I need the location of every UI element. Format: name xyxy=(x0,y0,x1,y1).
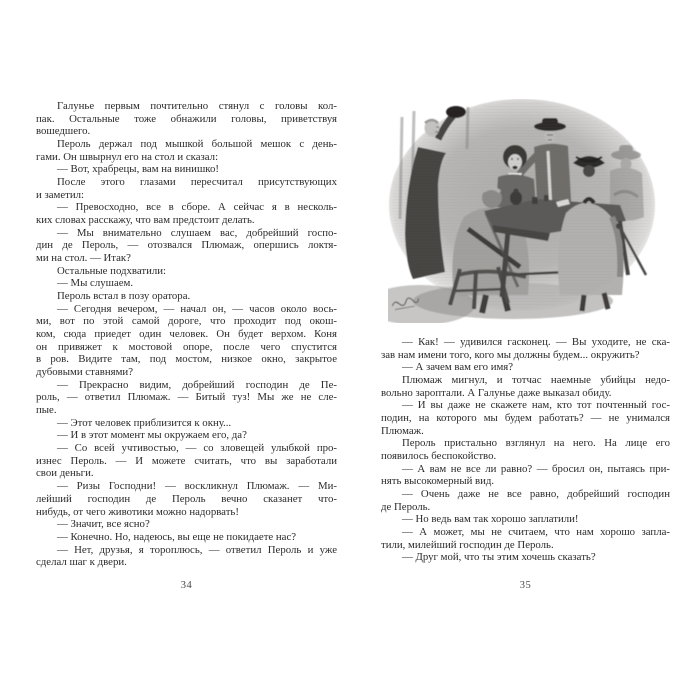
text-line: — Вот, храбрецы, вам на винишко! xyxy=(57,163,219,176)
left-page-text-block xyxy=(36,100,337,569)
text-line: он привяжет к мостовой опоре, после чего спустится xyxy=(36,340,337,353)
text-line: пые. xyxy=(36,404,57,417)
text-line: — Очень даже не все равно, добрейший господин xyxy=(402,488,670,501)
text-line: ми на стол. — Итак? xyxy=(36,252,131,265)
tavern-scene-engraving xyxy=(388,99,656,323)
text-line: свои деньги. xyxy=(36,467,94,480)
text-line: — И вы даже не скажете нам, кто тот почтенный гос- xyxy=(402,399,670,412)
text-line: ком, сюда приедет один человек. Он будет верхом. Коня xyxy=(36,328,337,341)
text-line: подин, на которого мы будем работать? — не унимался xyxy=(381,412,670,425)
text-line: — Конечно. Но, надеюсь, вы еще не покидаете нас? xyxy=(57,530,297,543)
text-line: ких словах расскажу, что вам предстоит делать. xyxy=(36,214,255,227)
text-line: — Ризы Господни! — воскликнул Плюмаж. — Ми- xyxy=(57,480,337,493)
text-line: нибудь, от чего животики можно надорвать! xyxy=(36,505,239,518)
text-line: — А вам не все ли равно? — бросил он, пытаясь при- xyxy=(402,462,670,475)
text-line: в ров. Видите там, под мостом, низкое окно, закрытое xyxy=(36,353,337,366)
text-line: изнес Пероль. — И можете считать, что вы заработали xyxy=(36,454,337,467)
text-line: пак. Остальные тоже обнажили головы, приветствуя xyxy=(36,112,337,125)
text-line: — Как! — удивился гасконец. — Вы уходите, не ска- xyxy=(402,336,670,348)
text-line: появилось беспокойство. xyxy=(381,450,497,463)
text-line: — Нет, друзья, я тороплюсь, — ответил Пероль и уже xyxy=(57,543,337,556)
text-line: — Со всей учтивостью, — со зловещей улыбкой про- xyxy=(57,442,337,455)
text-line: тили, милейший господин де Пероль. xyxy=(381,538,554,551)
hatch-overlay xyxy=(392,102,652,308)
text-line: — Друг мой, что ты этим хочешь сказать? xyxy=(402,551,596,564)
text-line: лейший господин де Пероль вечно сказанет что- xyxy=(36,492,337,505)
text-line: — Этот человек приблизится к окну... xyxy=(57,416,232,429)
text-line: де Пероль. xyxy=(381,500,431,513)
text-line: — А зачем вам его имя? xyxy=(402,361,514,374)
text-line: — Мы внимательно слушаем вас, добрейший госпо- xyxy=(57,226,337,239)
text-line: — Мы слушаем. xyxy=(57,277,134,290)
text-line: вольно зароптали. А Галунье даже выказал обиду. xyxy=(381,386,612,399)
text-line: зав нам имени того, кого мы должны будем... окружить? xyxy=(381,348,640,361)
text-line: дин де Пероль, — отозвался Плюмаж, опершись локтя- xyxy=(36,239,337,252)
text-line: Плюмаж. xyxy=(381,424,424,437)
text-line: — Сегодня вечером, — начал он, — часов около вось- xyxy=(57,302,337,315)
right-page-text-block xyxy=(381,336,670,564)
text-line: роль, — ответил Плюмаж. — Битый туз! Мы же не сле- xyxy=(36,391,337,404)
text-line: После этого глазами пересчитал присутствующих xyxy=(57,176,337,189)
text-line: дубовыми ставнями? xyxy=(36,366,133,379)
text-line: Остальные подхватили: xyxy=(57,264,167,277)
text-line: — Значит, все ясно? xyxy=(57,518,150,531)
text-line: и заметил: xyxy=(36,188,85,201)
text-line: Пероль держал под мышкой большой мешок с день- xyxy=(57,138,337,151)
left-page-number: 34 xyxy=(180,580,193,591)
text-line: Плюмаж мигнул, и тотчас наемные убийцы недо- xyxy=(402,374,670,387)
text-line: — Превосходно, все в сборе. А сейчас я в несколь- xyxy=(57,201,337,214)
text-line: — И в этот момент мы окружаем его, да? xyxy=(57,429,247,442)
text-line: — А может, мы не считаем, что нам хорошо запла- xyxy=(402,526,670,539)
right-page-number: 35 xyxy=(519,580,532,591)
text-line: вошедшего. xyxy=(36,125,91,138)
text-line: — Но ведь вам так хорошо заплатили! xyxy=(402,513,579,526)
text-line: Галунье первым почтительно стянул с головы кол- xyxy=(57,100,337,112)
text-line: гами. Он швырнул его на стол и сказал: xyxy=(36,150,219,163)
text-line: — Прекрасно видим, добрейший господин де Пе- xyxy=(57,378,337,391)
text-line: ми, вот по этой самой дороге, что проходит под окош- xyxy=(36,315,337,328)
text-line: Пероль встал в позу оратора. xyxy=(57,290,191,303)
engraving-svg xyxy=(388,99,656,323)
text-line: Пероль пристально взглянул на него. На лице его xyxy=(402,437,670,450)
text-line: сделал шаг к двери. xyxy=(36,556,127,569)
text-line: нять высокомерный вид. xyxy=(381,475,495,488)
